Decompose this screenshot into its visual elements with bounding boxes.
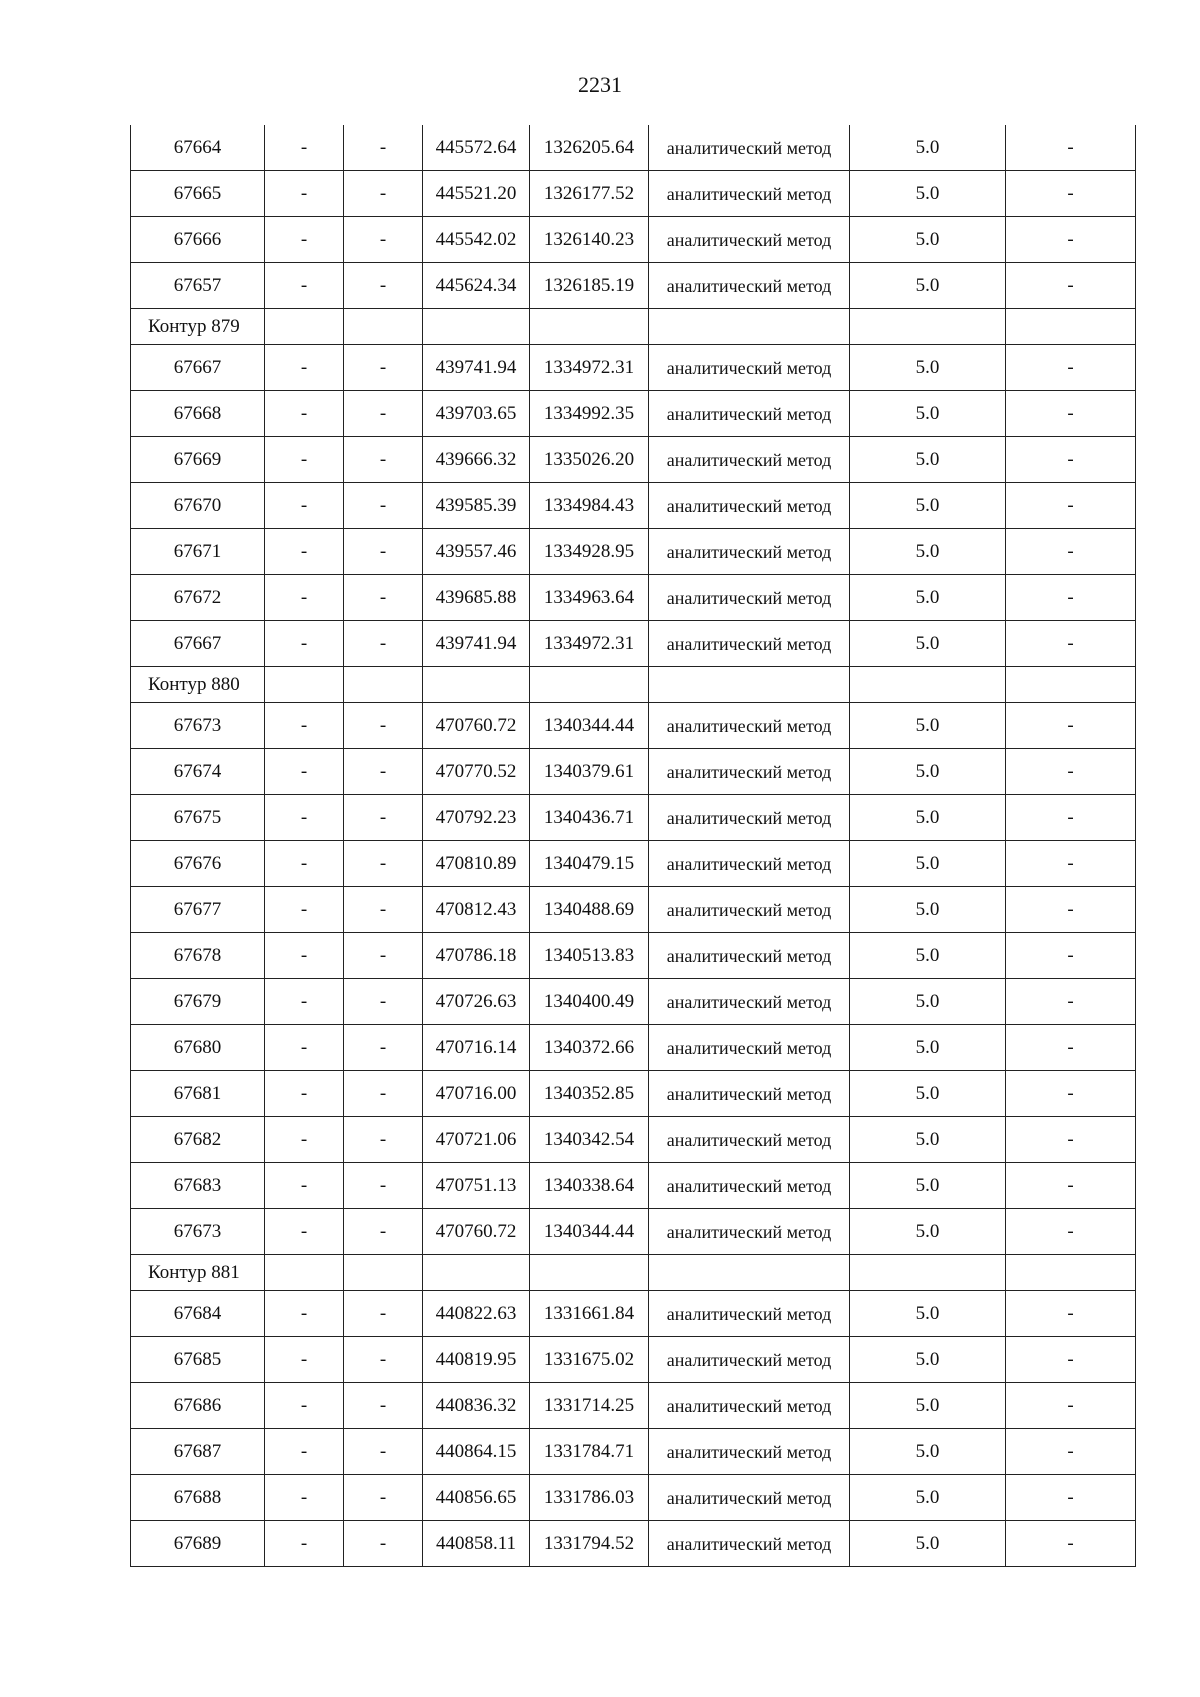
empty-cell (1006, 1255, 1136, 1291)
x-coordinate-cell: 439741.94 (423, 621, 530, 667)
note-cell: - (1006, 749, 1136, 795)
dash-cell: - (265, 1337, 344, 1383)
note-cell: - (1006, 483, 1136, 529)
table-row (131, 887, 1136, 933)
x-coordinate-cell: 470760.72 (423, 703, 530, 749)
method-cell: аналитический метод (649, 933, 850, 979)
note-cell: - (1006, 1383, 1136, 1429)
x-coordinate-cell: 440836.32 (423, 1383, 530, 1429)
dash-cell: - (265, 749, 344, 795)
point-number-cell: 67669 (131, 437, 265, 483)
method-cell: аналитический метод (649, 1117, 850, 1163)
table-row (131, 749, 1136, 795)
note-cell: - (1006, 217, 1136, 263)
dash-cell: - (265, 1429, 344, 1475)
note-cell: - (1006, 1071, 1136, 1117)
table-row (131, 1209, 1136, 1255)
y-coordinate-cell: 1331784.71 (530, 1429, 649, 1475)
y-coordinate-cell: 1340344.44 (530, 703, 649, 749)
empty-cell (850, 667, 1006, 703)
note-cell: - (1006, 171, 1136, 217)
y-coordinate-cell: 1331675.02 (530, 1337, 649, 1383)
table-row (131, 217, 1136, 263)
dash-cell: - (344, 887, 423, 933)
note-cell: - (1006, 703, 1136, 749)
dash-cell: - (344, 1117, 423, 1163)
table-row (131, 263, 1136, 309)
point-number-cell: 67667 (131, 621, 265, 667)
point-number-cell: 67683 (131, 1163, 265, 1209)
y-coordinate-cell: 1340352.85 (530, 1071, 649, 1117)
point-number-cell: 67686 (131, 1383, 265, 1429)
method-cell: аналитический метод (649, 841, 850, 887)
method-cell: аналитический метод (649, 1163, 850, 1209)
method-cell: аналитический метод (649, 1291, 850, 1337)
y-coordinate-cell: 1326177.52 (530, 171, 649, 217)
method-cell: аналитический метод (649, 1071, 850, 1117)
dash-cell: - (265, 217, 344, 263)
coordinates-table (130, 125, 1136, 1567)
accuracy-cell: 5.0 (850, 1209, 1006, 1255)
empty-cell (1006, 309, 1136, 345)
method-cell: аналитический метод (649, 217, 850, 263)
dash-cell: - (344, 125, 423, 171)
x-coordinate-cell: 470812.43 (423, 887, 530, 933)
point-number-cell: 67685 (131, 1337, 265, 1383)
method-cell: аналитический метод (649, 1521, 850, 1567)
dash-cell: - (344, 1429, 423, 1475)
x-coordinate-cell: 439685.88 (423, 575, 530, 621)
point-number-cell: 67680 (131, 1025, 265, 1071)
point-number-cell: 67674 (131, 749, 265, 795)
empty-cell (344, 667, 423, 703)
dash-cell: - (344, 1163, 423, 1209)
dash-cell: - (265, 621, 344, 667)
dash-cell: - (265, 171, 344, 217)
x-coordinate-cell: 470792.23 (423, 795, 530, 841)
accuracy-cell: 5.0 (850, 1025, 1006, 1071)
point-number-cell: 67681 (131, 1071, 265, 1117)
note-cell: - (1006, 437, 1136, 483)
dash-cell: - (344, 217, 423, 263)
x-coordinate-cell: 445521.20 (423, 171, 530, 217)
accuracy-cell: 5.0 (850, 1521, 1006, 1567)
accuracy-cell: 5.0 (850, 1071, 1006, 1117)
y-coordinate-cell: 1331794.52 (530, 1521, 649, 1567)
note-cell: - (1006, 887, 1136, 933)
note-cell: - (1006, 841, 1136, 887)
point-number-cell: 67677 (131, 887, 265, 933)
accuracy-cell: 5.0 (850, 933, 1006, 979)
y-coordinate-cell: 1340338.64 (530, 1163, 649, 1209)
x-coordinate-cell: 470786.18 (423, 933, 530, 979)
point-number-cell: 67666 (131, 217, 265, 263)
x-coordinate-cell: 470760.72 (423, 1209, 530, 1255)
method-cell: аналитический метод (649, 1429, 850, 1475)
point-number-cell: 67682 (131, 1117, 265, 1163)
accuracy-cell: 5.0 (850, 703, 1006, 749)
x-coordinate-cell: 470770.52 (423, 749, 530, 795)
note-cell: - (1006, 1337, 1136, 1383)
method-cell: аналитический метод (649, 437, 850, 483)
dash-cell: - (344, 391, 423, 437)
dash-cell: - (265, 887, 344, 933)
table-row (131, 1025, 1136, 1071)
contour-header-row (131, 667, 1136, 703)
note-cell: - (1006, 529, 1136, 575)
y-coordinate-cell: 1331786.03 (530, 1475, 649, 1521)
dash-cell: - (344, 621, 423, 667)
dash-cell: - (344, 1291, 423, 1337)
dash-cell: - (265, 1025, 344, 1071)
table-row (131, 1475, 1136, 1521)
y-coordinate-cell: 1340400.49 (530, 979, 649, 1025)
y-coordinate-cell: 1326185.19 (530, 263, 649, 309)
table-row (131, 1291, 1136, 1337)
table-row (131, 391, 1136, 437)
empty-cell (344, 309, 423, 345)
note-cell: - (1006, 795, 1136, 841)
accuracy-cell: 5.0 (850, 125, 1006, 171)
dash-cell: - (265, 1071, 344, 1117)
contour-label: Контур 880 (131, 667, 265, 703)
empty-cell (265, 1255, 344, 1291)
point-number-cell: 67673 (131, 1209, 265, 1255)
dash-cell: - (265, 575, 344, 621)
dash-cell: - (265, 933, 344, 979)
dash-cell: - (344, 1209, 423, 1255)
x-coordinate-cell: 470721.06 (423, 1117, 530, 1163)
method-cell: аналитический метод (649, 575, 850, 621)
page-number: 2231 (578, 72, 622, 97)
dash-cell: - (265, 263, 344, 309)
empty-cell (649, 309, 850, 345)
y-coordinate-cell: 1334972.31 (530, 621, 649, 667)
point-number-cell: 67665 (131, 171, 265, 217)
empty-cell (649, 667, 850, 703)
x-coordinate-cell: 440858.11 (423, 1521, 530, 1567)
note-cell: - (1006, 1117, 1136, 1163)
dash-cell: - (265, 391, 344, 437)
empty-cell (344, 1255, 423, 1291)
y-coordinate-cell: 1334963.64 (530, 575, 649, 621)
accuracy-cell: 5.0 (850, 1475, 1006, 1521)
accuracy-cell: 5.0 (850, 795, 1006, 841)
dash-cell: - (265, 1209, 344, 1255)
table-row (131, 979, 1136, 1025)
accuracy-cell: 5.0 (850, 1291, 1006, 1337)
point-number-cell: 67667 (131, 345, 265, 391)
accuracy-cell: 5.0 (850, 749, 1006, 795)
accuracy-cell: 5.0 (850, 263, 1006, 309)
accuracy-cell: 5.0 (850, 1429, 1006, 1475)
x-coordinate-cell: 445572.64 (423, 125, 530, 171)
accuracy-cell: 5.0 (850, 529, 1006, 575)
table-body (131, 125, 1136, 1567)
y-coordinate-cell: 1335026.20 (530, 437, 649, 483)
table-row (131, 1117, 1136, 1163)
dash-cell: - (344, 263, 423, 309)
y-coordinate-cell: 1340379.61 (530, 749, 649, 795)
contour-label: Контур 879 (131, 309, 265, 345)
dash-cell: - (344, 933, 423, 979)
dash-cell: - (265, 795, 344, 841)
x-coordinate-cell: 439585.39 (423, 483, 530, 529)
table-row (131, 529, 1136, 575)
note-cell: - (1006, 621, 1136, 667)
x-coordinate-cell: 440856.65 (423, 1475, 530, 1521)
table-row (131, 933, 1136, 979)
accuracy-cell: 5.0 (850, 1117, 1006, 1163)
accuracy-cell: 5.0 (850, 437, 1006, 483)
dash-cell: - (344, 1071, 423, 1117)
contour-label: Контур 881 (131, 1255, 265, 1291)
y-coordinate-cell: 1334928.95 (530, 529, 649, 575)
accuracy-cell: 5.0 (850, 887, 1006, 933)
dash-cell: - (344, 1337, 423, 1383)
dash-cell: - (265, 345, 344, 391)
x-coordinate-cell: 470751.13 (423, 1163, 530, 1209)
dash-cell: - (265, 1475, 344, 1521)
note-cell: - (1006, 979, 1136, 1025)
accuracy-cell: 5.0 (850, 171, 1006, 217)
note-cell: - (1006, 1025, 1136, 1071)
y-coordinate-cell: 1340488.69 (530, 887, 649, 933)
dash-cell: - (265, 1383, 344, 1429)
dash-cell: - (265, 841, 344, 887)
note-cell: - (1006, 933, 1136, 979)
dash-cell: - (344, 749, 423, 795)
y-coordinate-cell: 1326140.23 (530, 217, 649, 263)
y-coordinate-cell: 1340342.54 (530, 1117, 649, 1163)
point-number-cell: 67679 (131, 979, 265, 1025)
contour-header-row (131, 309, 1136, 345)
dash-cell: - (265, 1291, 344, 1337)
note-cell: - (1006, 1291, 1136, 1337)
point-number-cell: 67672 (131, 575, 265, 621)
x-coordinate-cell: 439557.46 (423, 529, 530, 575)
method-cell: аналитический метод (649, 1383, 850, 1429)
table-row (131, 703, 1136, 749)
y-coordinate-cell: 1334984.43 (530, 483, 649, 529)
empty-cell (530, 309, 649, 345)
point-number-cell: 67678 (131, 933, 265, 979)
method-cell: аналитический метод (649, 979, 850, 1025)
point-number-cell: 67684 (131, 1291, 265, 1337)
x-coordinate-cell: 439741.94 (423, 345, 530, 391)
point-number-cell: 67676 (131, 841, 265, 887)
dash-cell: - (265, 437, 344, 483)
table-row (131, 575, 1136, 621)
empty-cell (530, 1255, 649, 1291)
table-row (131, 841, 1136, 887)
method-cell: аналитический метод (649, 887, 850, 933)
empty-cell (265, 309, 344, 345)
y-coordinate-cell: 1326205.64 (530, 125, 649, 171)
dash-cell: - (265, 1117, 344, 1163)
x-coordinate-cell: 440822.63 (423, 1291, 530, 1337)
method-cell: аналитический метод (649, 1025, 850, 1071)
method-cell: аналитический метод (649, 703, 850, 749)
y-coordinate-cell: 1340513.83 (530, 933, 649, 979)
dash-cell: - (344, 529, 423, 575)
x-coordinate-cell: 440864.15 (423, 1429, 530, 1475)
empty-cell (649, 1255, 850, 1291)
table-row (131, 483, 1136, 529)
dash-cell: - (265, 703, 344, 749)
note-cell: - (1006, 1475, 1136, 1521)
x-coordinate-cell: 439703.65 (423, 391, 530, 437)
empty-cell (423, 1255, 530, 1291)
y-coordinate-cell: 1334972.31 (530, 345, 649, 391)
accuracy-cell: 5.0 (850, 217, 1006, 263)
empty-cell (850, 1255, 1006, 1291)
note-cell: - (1006, 1429, 1136, 1475)
accuracy-cell: 5.0 (850, 1163, 1006, 1209)
dash-cell: - (265, 483, 344, 529)
dash-cell: - (265, 1521, 344, 1567)
x-coordinate-cell: 440819.95 (423, 1337, 530, 1383)
table-row (131, 1071, 1136, 1117)
point-number-cell: 67673 (131, 703, 265, 749)
table-row (131, 437, 1136, 483)
point-number-cell: 67657 (131, 263, 265, 309)
empty-cell (1006, 667, 1136, 703)
method-cell: аналитический метод (649, 795, 850, 841)
x-coordinate-cell: 470810.89 (423, 841, 530, 887)
method-cell: аналитический метод (649, 1337, 850, 1383)
method-cell: аналитический метод (649, 529, 850, 575)
point-number-cell: 67688 (131, 1475, 265, 1521)
empty-cell (423, 309, 530, 345)
dash-cell: - (265, 529, 344, 575)
note-cell: - (1006, 391, 1136, 437)
accuracy-cell: 5.0 (850, 841, 1006, 887)
dash-cell: - (344, 1475, 423, 1521)
method-cell: аналитический метод (649, 621, 850, 667)
empty-cell (850, 309, 1006, 345)
method-cell: аналитический метод (649, 749, 850, 795)
table-row (131, 795, 1136, 841)
dash-cell: - (344, 345, 423, 391)
accuracy-cell: 5.0 (850, 575, 1006, 621)
x-coordinate-cell: 445542.02 (423, 217, 530, 263)
dash-cell: - (344, 1025, 423, 1071)
point-number-cell: 67670 (131, 483, 265, 529)
empty-cell (265, 667, 344, 703)
y-coordinate-cell: 1340479.15 (530, 841, 649, 887)
dash-cell: - (265, 1163, 344, 1209)
note-cell: - (1006, 263, 1136, 309)
method-cell: аналитический метод (649, 391, 850, 437)
y-coordinate-cell: 1334992.35 (530, 391, 649, 437)
table-row (131, 125, 1136, 171)
method-cell: аналитический метод (649, 263, 850, 309)
table-row (131, 1163, 1136, 1209)
note-cell: - (1006, 1521, 1136, 1567)
method-cell: аналитический метод (649, 1475, 850, 1521)
accuracy-cell: 5.0 (850, 1337, 1006, 1383)
empty-cell (423, 667, 530, 703)
dash-cell: - (344, 483, 423, 529)
accuracy-cell: 5.0 (850, 345, 1006, 391)
table-row (131, 171, 1136, 217)
x-coordinate-cell: 470726.63 (423, 979, 530, 1025)
note-cell: - (1006, 345, 1136, 391)
table-row (131, 1383, 1136, 1429)
table-row (131, 1429, 1136, 1475)
point-number-cell: 67689 (131, 1521, 265, 1567)
table-row (131, 1337, 1136, 1383)
dash-cell: - (265, 979, 344, 1025)
dash-cell: - (344, 841, 423, 887)
note-cell: - (1006, 575, 1136, 621)
y-coordinate-cell: 1340344.44 (530, 1209, 649, 1255)
dash-cell: - (265, 125, 344, 171)
accuracy-cell: 5.0 (850, 979, 1006, 1025)
y-coordinate-cell: 1331714.25 (530, 1383, 649, 1429)
method-cell: аналитический метод (649, 171, 850, 217)
note-cell: - (1006, 125, 1136, 171)
table-row (131, 1521, 1136, 1567)
y-coordinate-cell: 1331661.84 (530, 1291, 649, 1337)
accuracy-cell: 5.0 (850, 391, 1006, 437)
note-cell: - (1006, 1163, 1136, 1209)
point-number-cell: 67664 (131, 125, 265, 171)
x-coordinate-cell: 470716.00 (423, 1071, 530, 1117)
point-number-cell: 67675 (131, 795, 265, 841)
x-coordinate-cell: 445624.34 (423, 263, 530, 309)
point-number-cell: 67687 (131, 1429, 265, 1475)
accuracy-cell: 5.0 (850, 483, 1006, 529)
dash-cell: - (344, 1383, 423, 1429)
table-row (131, 621, 1136, 667)
x-coordinate-cell: 470716.14 (423, 1025, 530, 1071)
note-cell: - (1006, 1209, 1136, 1255)
point-number-cell: 67668 (131, 391, 265, 437)
method-cell: аналитический метод (649, 1209, 850, 1255)
y-coordinate-cell: 1340436.71 (530, 795, 649, 841)
dash-cell: - (344, 703, 423, 749)
empty-cell (530, 667, 649, 703)
dash-cell: - (344, 575, 423, 621)
contour-header-row (131, 1255, 1136, 1291)
dash-cell: - (344, 171, 423, 217)
dash-cell: - (344, 1521, 423, 1567)
accuracy-cell: 5.0 (850, 621, 1006, 667)
dash-cell: - (344, 979, 423, 1025)
dash-cell: - (344, 795, 423, 841)
y-coordinate-cell: 1340372.66 (530, 1025, 649, 1071)
table-row (131, 345, 1136, 391)
point-number-cell: 67671 (131, 529, 265, 575)
method-cell: аналитический метод (649, 125, 850, 171)
method-cell: аналитический метод (649, 345, 850, 391)
method-cell: аналитический метод (649, 483, 850, 529)
x-coordinate-cell: 439666.32 (423, 437, 530, 483)
accuracy-cell: 5.0 (850, 1383, 1006, 1429)
dash-cell: - (344, 437, 423, 483)
